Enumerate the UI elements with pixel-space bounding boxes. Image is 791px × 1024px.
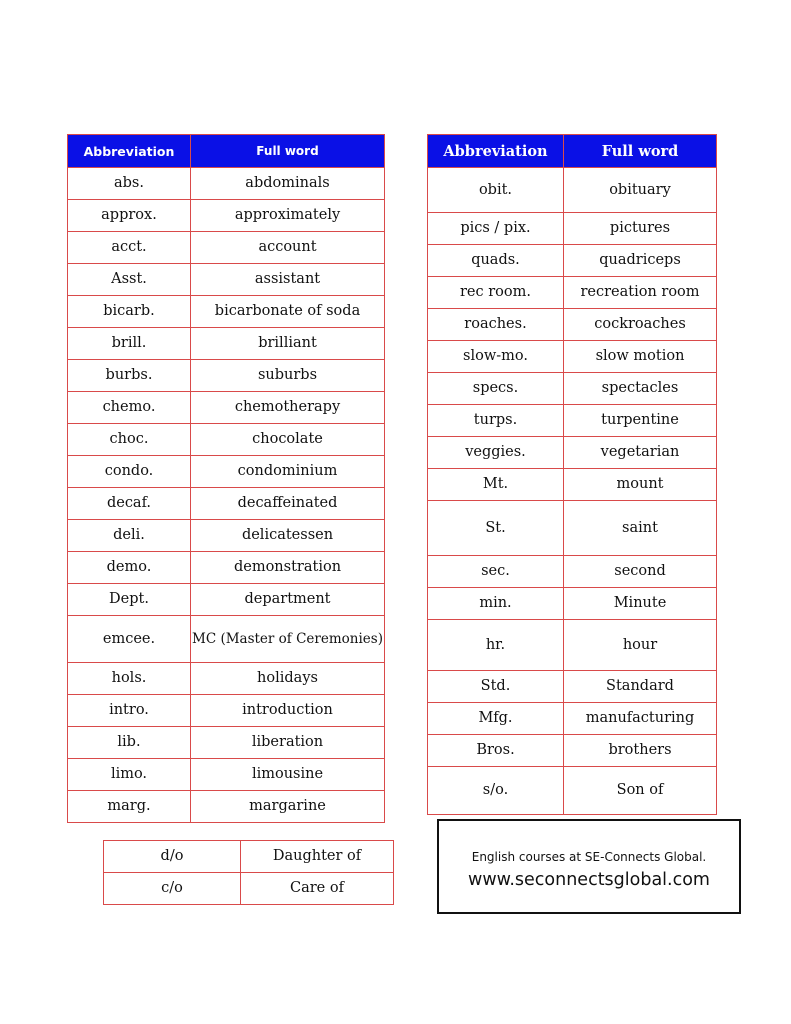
full-word-cell: suburbs xyxy=(191,360,385,392)
full-word-cell: approximately xyxy=(191,200,385,232)
abbreviation-cell: pics / pix. xyxy=(428,213,564,245)
full-word-cell: Daughter of xyxy=(241,841,394,873)
abbreviation-cell: hols. xyxy=(68,663,191,695)
abbreviation-cell: marg. xyxy=(68,791,191,823)
full-word-cell: limousine xyxy=(191,759,385,791)
table-row xyxy=(428,309,717,341)
abbreviation-cell: demo. xyxy=(68,552,191,584)
abbreviation-cell: bicarb. xyxy=(68,296,191,328)
abbreviation-cell: d/o xyxy=(104,841,241,873)
abbreviation-cell: c/o xyxy=(104,873,241,905)
table-row xyxy=(68,663,385,695)
promo-box xyxy=(437,819,741,914)
table-row xyxy=(68,552,385,584)
abbreviation-cell: rec room. xyxy=(428,277,564,309)
full-word-cell: cockroaches xyxy=(564,309,717,341)
abbreviation-cell: quads. xyxy=(428,245,564,277)
abbreviation-cell: decaf. xyxy=(68,488,191,520)
full-word-cell: brilliant xyxy=(191,328,385,360)
table-row xyxy=(428,168,717,213)
full-word-cell: introduction xyxy=(191,695,385,727)
abbreviation-cell: limo. xyxy=(68,759,191,791)
table-row xyxy=(428,767,717,815)
table-row xyxy=(428,671,717,703)
table-row xyxy=(68,456,385,488)
abbreviation-cell: brill. xyxy=(68,328,191,360)
table-row xyxy=(68,168,385,200)
abbreviation-header: Abbreviation xyxy=(428,135,564,168)
website-link[interactable]: www.seconnectsglobal.com xyxy=(468,870,710,890)
full-word-cell: spectacles xyxy=(564,373,717,405)
table-row xyxy=(104,873,394,905)
right-abbreviation-table xyxy=(427,134,717,815)
table-row xyxy=(428,405,717,437)
full-word-cell: recreation room xyxy=(564,277,717,309)
abbreviation-cell: Std. xyxy=(428,671,564,703)
full-word-cell: margarine xyxy=(191,791,385,823)
abbreviation-cell: emcee. xyxy=(68,616,191,663)
full-word-cell: manufacturing xyxy=(564,703,717,735)
abbreviation-cell: Mfg. xyxy=(428,703,564,735)
abbreviation-cell: specs. xyxy=(428,373,564,405)
full-word-cell: assistant xyxy=(191,264,385,296)
table-row xyxy=(428,373,717,405)
table-row xyxy=(68,200,385,232)
full-word-cell: Care of xyxy=(241,873,394,905)
full-word-cell: Son of xyxy=(564,767,717,815)
table-row xyxy=(68,360,385,392)
abbreviation-cell: deli. xyxy=(68,520,191,552)
table-row xyxy=(68,695,385,727)
table-row xyxy=(68,520,385,552)
table-header-row xyxy=(68,135,385,168)
table-row xyxy=(428,501,717,556)
table-row xyxy=(68,616,385,663)
abbreviation-header: Abbreviation xyxy=(68,135,191,168)
full-word-cell: condominium xyxy=(191,456,385,488)
abbreviation-cell: lib. xyxy=(68,727,191,759)
table-row xyxy=(428,469,717,501)
table-row xyxy=(68,232,385,264)
table-row xyxy=(68,424,385,456)
table-row xyxy=(428,437,717,469)
abbreviation-cell: chemo. xyxy=(68,392,191,424)
full-word-cell: turpentine xyxy=(564,405,717,437)
full-word-cell: decaffeinated xyxy=(191,488,385,520)
full-word-cell: chocolate xyxy=(191,424,385,456)
abbreviation-cell: St. xyxy=(428,501,564,556)
abbreviation-cell: min. xyxy=(428,588,564,620)
full-word-cell: quadriceps xyxy=(564,245,717,277)
extra-abbreviation-table xyxy=(103,840,394,905)
abbreviation-cell: burbs. xyxy=(68,360,191,392)
abbreviation-cell: abs. xyxy=(68,168,191,200)
promo-text: English courses at SE-Connects Global. xyxy=(471,850,707,864)
full-word-cell: brothers xyxy=(564,735,717,767)
abbreviation-cell: turps. xyxy=(428,405,564,437)
full-word-cell: mount xyxy=(564,469,717,501)
abbreviation-cell: Dept. xyxy=(68,584,191,616)
full-word-cell: delicatessen xyxy=(191,520,385,552)
full-word-cell: account xyxy=(191,232,385,264)
full-word-cell: MC (Master of Ceremonies) xyxy=(191,616,385,663)
full-word-cell: second xyxy=(564,556,717,588)
table-row xyxy=(428,620,717,671)
abbreviation-cell: obit. xyxy=(428,168,564,213)
table-row xyxy=(68,759,385,791)
abbreviation-cell: Mt. xyxy=(428,469,564,501)
table-row xyxy=(428,556,717,588)
table-row xyxy=(68,328,385,360)
left-abbreviation-table xyxy=(67,134,385,823)
table-row xyxy=(428,341,717,373)
table-row xyxy=(104,841,394,873)
table-row xyxy=(68,791,385,823)
table-row xyxy=(68,488,385,520)
full-word-cell: department xyxy=(191,584,385,616)
full-word-cell: saint xyxy=(564,501,717,556)
abbreviation-cell: condo. xyxy=(68,456,191,488)
full-word-cell: holidays xyxy=(191,663,385,695)
full-word-cell: pictures xyxy=(564,213,717,245)
full-word-cell: vegetarian xyxy=(564,437,717,469)
abbreviation-cell: hr. xyxy=(428,620,564,671)
full-word-cell: demonstration xyxy=(191,552,385,584)
abbreviation-cell: sec. xyxy=(428,556,564,588)
table-row xyxy=(68,392,385,424)
full-word-cell: slow motion xyxy=(564,341,717,373)
abbreviation-cell: veggies. xyxy=(428,437,564,469)
full-word-header: Full word xyxy=(564,135,717,168)
full-word-cell: obituary xyxy=(564,168,717,213)
full-word-cell: chemotherapy xyxy=(191,392,385,424)
table-row xyxy=(428,277,717,309)
abbreviation-cell: Asst. xyxy=(68,264,191,296)
table-row xyxy=(68,727,385,759)
abbreviation-cell: s/o. xyxy=(428,767,564,815)
table-row xyxy=(68,584,385,616)
abbreviation-cell: approx. xyxy=(68,200,191,232)
table-row xyxy=(428,703,717,735)
table-row xyxy=(428,213,717,245)
table-row xyxy=(428,735,717,767)
abbreviation-cell: choc. xyxy=(68,424,191,456)
full-word-cell: hour xyxy=(564,620,717,671)
table-row xyxy=(68,296,385,328)
full-word-cell: bicarbonate of soda xyxy=(191,296,385,328)
abbreviation-cell: slow-mo. xyxy=(428,341,564,373)
abbreviation-cell: roaches. xyxy=(428,309,564,341)
full-word-cell: abdominals xyxy=(191,168,385,200)
full-word-header: Full word xyxy=(191,135,385,168)
abbreviation-cell: intro. xyxy=(68,695,191,727)
table-row xyxy=(428,588,717,620)
table-row xyxy=(68,264,385,296)
full-word-cell: Standard xyxy=(564,671,717,703)
table-header-row xyxy=(428,135,717,168)
abbreviation-cell: Bros. xyxy=(428,735,564,767)
abbreviation-cell: acct. xyxy=(68,232,191,264)
full-word-cell: liberation xyxy=(191,727,385,759)
table-row xyxy=(428,245,717,277)
full-word-cell: Minute xyxy=(564,588,717,620)
